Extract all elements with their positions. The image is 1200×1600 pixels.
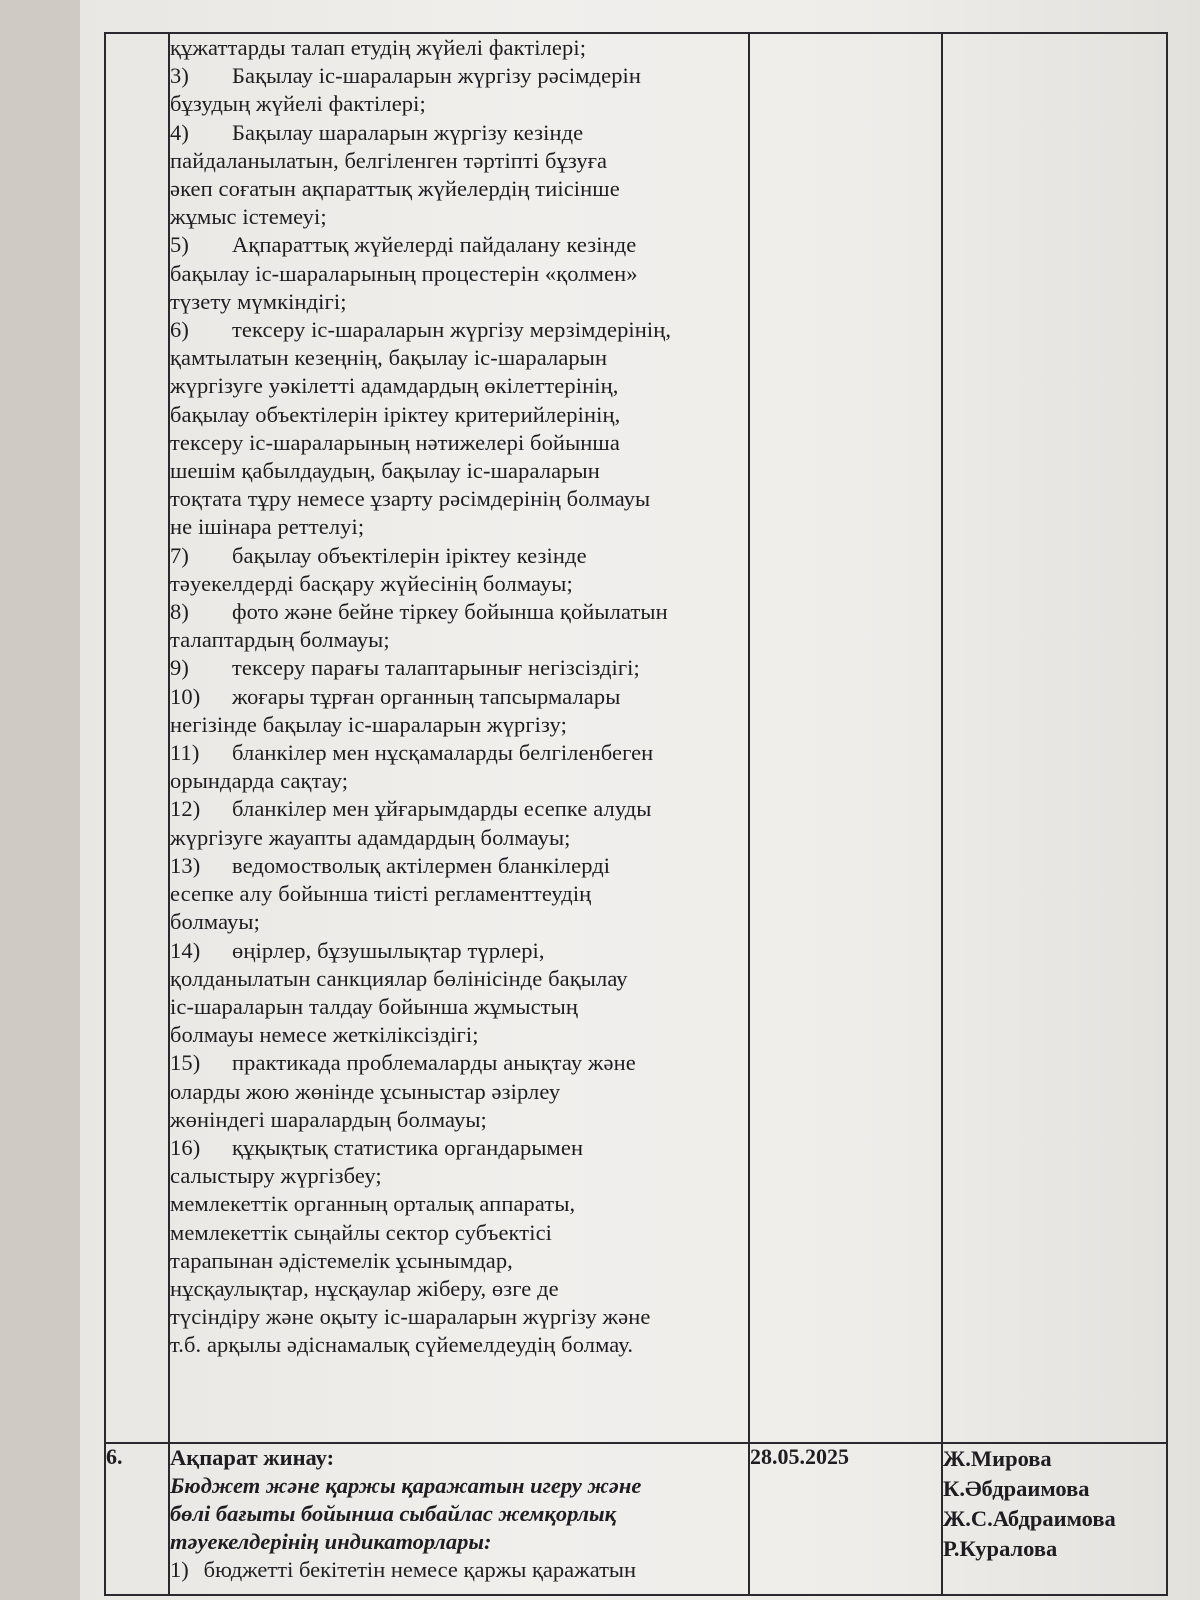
item-text: тоқтата тұру немесе ұзарту рәсімдерінің болмауы [170,486,651,512]
item-text: бақылау объектілерін іріктеу кезінде [232,542,587,568]
plan-table [104,32,1168,1596]
list-line [170,34,748,62]
list-line [170,203,748,231]
list-line [170,908,748,936]
item-number: 7) [170,542,189,568]
item-text: негізінде бақылау іс-шараларын жүргізу; [170,711,567,737]
item-text: бюджетті бекітетін немесе қаржы қаражатын [203,1557,637,1582]
item-text: не ішінара реттелуі; [170,514,365,540]
item-number: 15) [170,1050,201,1076]
item-text: іс-шараларын талдау бойынша жұмыстың [170,993,578,1019]
responsible-persons [942,1443,1167,1595]
item-text: Ақпараттық жүйелерді пайдалану кезінде [232,232,637,258]
item-text: салыстыру жүргізбеу; [170,1163,382,1189]
list-line [170,147,748,175]
item-number: 11) [170,740,200,766]
list-line [170,231,748,259]
list-line [170,993,748,1021]
item-text: нұсқаулықтар, нұсқаулар жіберу, өзге де [170,1275,559,1301]
risk-list-cell [169,33,749,1443]
list-line [170,372,748,400]
list-line [170,683,748,711]
item-text: тексеру іс-шараларының нәтижелері бойынша [170,429,620,455]
responsible-name: Р.Куралова [943,1536,1058,1561]
item-number: 8) [170,599,189,625]
list-line [170,1275,748,1303]
list-line [170,513,748,541]
responsible-name: К.Әбдраимова [943,1476,1090,1501]
item-number: 6) [170,317,189,343]
list-line [170,542,748,570]
list-line [170,316,748,344]
item-text: талаптардың болмауы; [170,627,390,653]
task-subheading-line: Бюджет және қаржы қаражатын игеру және [170,1473,642,1498]
task-subheading-line: бөлі бағыты бойынша сыбайлас жемқорлық [170,1501,617,1526]
item-text: бақылау объектілерін іріктеу критерийлерінің, [170,401,621,427]
item-number: 12) [170,796,201,822]
list-line [170,485,748,513]
list-line [170,626,748,654]
responsible-cell [942,33,1167,1443]
list-line [170,1049,748,1077]
item-number: 14) [170,937,201,963]
list-line [170,401,748,429]
item-number: 10) [170,683,201,709]
list-line [170,175,748,203]
item-text: ведомостволық актілермен бланкілерді [232,852,611,878]
list-line [170,90,748,118]
list-line [170,965,748,993]
list-line [170,1134,748,1162]
item-text: тарапынан әдістемелік ұсынымдар, [170,1247,513,1273]
responsible-name: Ж.С.Абдраимова [943,1506,1116,1531]
table-row [105,33,1167,1443]
list-line [170,1247,748,1275]
item-number: 16) [170,1134,201,1160]
item-number: 1) [170,1557,189,1582]
item-text: жүргізуге уәкілетті адамдардың өкілеттерінің, [170,373,619,399]
task-heading: Ақпарат жинау: [170,1445,335,1470]
item-text: құқықтық статистика органдарымен [232,1134,584,1160]
deadline-date: 28.05.2025 [749,1443,942,1595]
item-text: бланкілер мен ұйғарымдарды есепке алуды [232,796,652,822]
list-line [170,62,748,90]
list-line [170,795,748,823]
item-text: Бақылау іс-шараларын жүргізу рәсімдерін [232,63,642,89]
list-line [170,1219,748,1247]
item-number: 3) [170,63,189,89]
list-line [170,119,748,147]
list-line [170,1162,748,1190]
list-line [170,288,748,316]
item-text: жөніндегі шаралардың болмауы; [170,1106,487,1132]
item-text: тексеру іс-шараларын жүргізу мерзімдерінің, [232,317,672,343]
list-line [170,598,748,626]
item-text: практикада проблемаларды анықтау және [232,1050,636,1076]
item-text: жоғары тұрған органның тапсырмалары [232,683,621,709]
list-line [170,260,748,288]
item-text: бланкілер мен нұсқамаларды белгіленбеген [232,740,654,766]
item-text: мемлекеттік органның орталық аппараты, [170,1191,576,1217]
item-text: болмауы; [170,909,260,935]
item-text: болмауы немесе жеткіліксіздігі; [170,1022,479,1048]
risk-list [170,34,748,1360]
list-line [170,429,748,457]
list-line [170,654,748,682]
date-cell [749,33,942,1443]
item-text: түсіндіру және оқыту іс-шараларын жүргізу және [170,1304,651,1330]
row-number-cell [105,33,169,1443]
list-line [170,739,748,767]
item-number: 13) [170,852,201,878]
item-text: пайдаланылатын, белгіленген тәртіпті бұзуға [170,147,608,173]
list-line [170,824,748,852]
item-text: Бақылау шараларын жүргізу кезінде [232,119,584,145]
list-line [170,937,748,965]
item-text: тәуекелдерді басқару жүйесінің болмауы; [170,570,573,596]
item-text: мемлекеттік сыңайлы сектор субъектісі [170,1219,553,1245]
item-number: 5) [170,232,189,258]
item-text: шешім қабылдаудың, бақылау іс-шараларын [170,458,600,484]
list-line [170,344,748,372]
row-number: 6. [105,1443,169,1595]
item-text: өңірлер, бұзушылықтар түрлері, [232,937,545,963]
item-text: есепке алу бойынша тиісті регламенттеудің [170,881,592,907]
list-line [170,1331,748,1359]
item-text: тексеру парағы талаптарынығ негізсіздігі; [232,655,640,681]
item-number: 9) [170,655,189,681]
list-line [170,570,748,598]
responsible-name: Ж.Мирова [943,1446,1052,1471]
list-line [170,880,748,908]
list-line [170,1078,748,1106]
item-text: қолданылатын санкциялар бөлінісінде бақылау [170,965,628,991]
task-subheading-line: тәуекелдерінің индикаторлары: [170,1529,492,1554]
task-cell [169,1443,749,1595]
table-row [105,1443,1167,1595]
list-line [170,767,748,795]
item-text: қамтылатын кезеңнің, бақылау іс-шараларын [170,345,608,371]
list-line [170,1303,748,1331]
list-line [170,852,748,880]
list-line [170,711,748,739]
item-text: әкеп соғатын ақпараттық жүйелердің тиісінше [170,176,620,202]
list-line [170,1021,748,1049]
item-text: фото және бейне тіркеу бойынша қойылатын [232,599,668,625]
item-text: құжаттарды талап етудің жүйелі фактілері; [170,35,587,60]
item-text: орындарда сақтау; [170,768,349,794]
item-text: бақылау іс-шараларының процестерін «қолмен» [170,260,638,286]
list-item [170,1556,748,1584]
item-text: бұзудың жүйелі фактілері; [170,91,426,117]
item-text: жүргізуге жауапты адамдардың болмауы; [170,824,571,850]
list-line [170,1106,748,1134]
item-text: т.б. арқылы әдіснамалық сүйемелдеудің болмау. [170,1332,634,1358]
list-line [170,457,748,485]
item-number: 4) [170,119,189,145]
list-line [170,1190,748,1218]
item-text: жұмыс істемеуі; [170,204,327,230]
item-text: түзету мүмкіндігі; [170,288,347,314]
item-text: оларды жою жөнінде ұсыныстар әзірлеу [170,1078,561,1104]
